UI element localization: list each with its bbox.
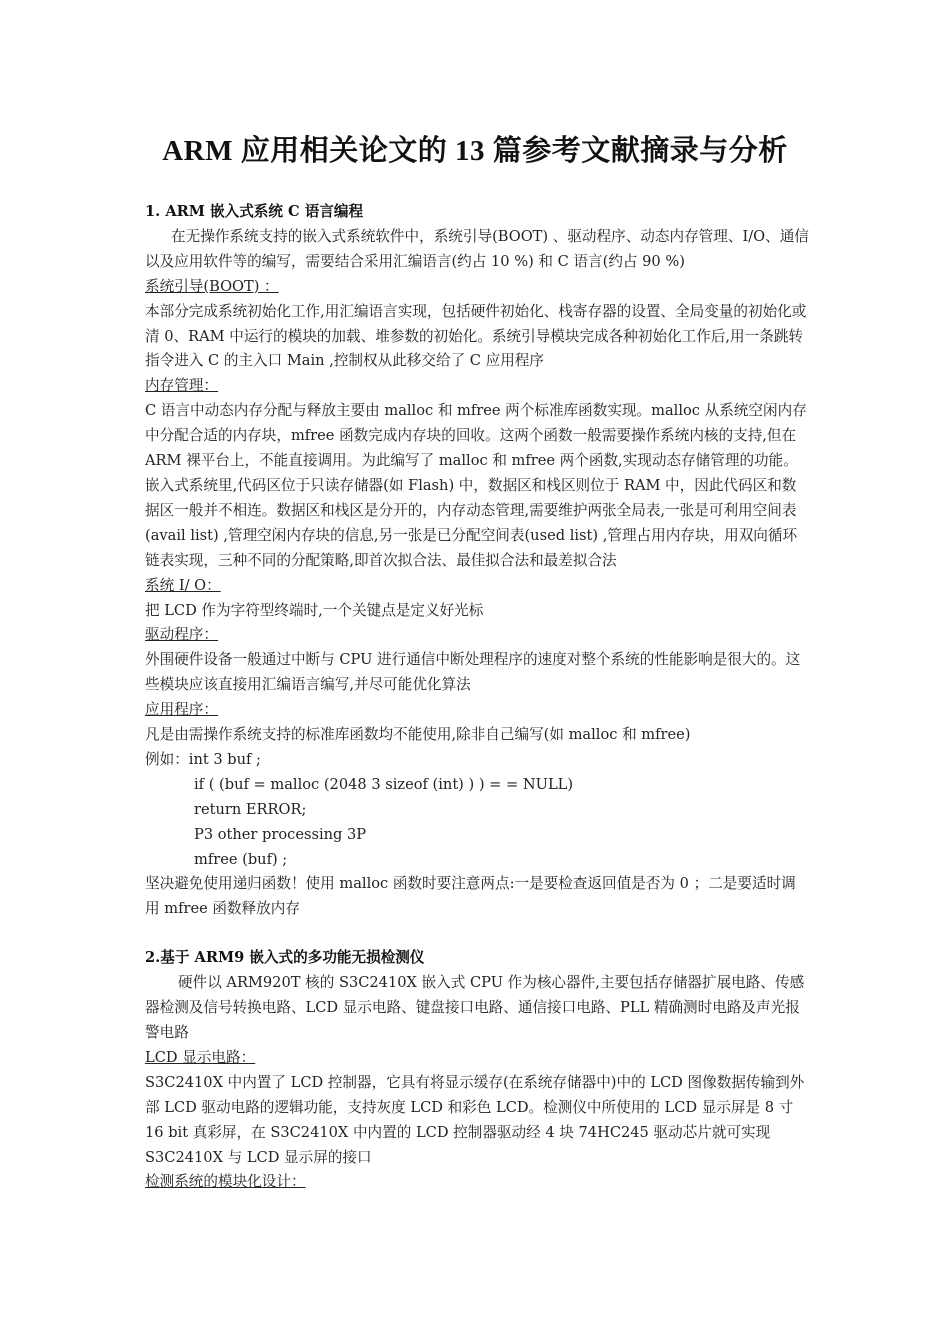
code-line: if ( (buf = malloc (2048 3 sizeof (int) ) ) = = NULL): [194, 775, 574, 793]
lcd-paragraph: S3C2410X 中内置了 LCD 控制器，它具有将显示缓存(在系统存储器中)中的 LCD 图像数据传输到外部 LCD 驱动电路的逻辑功能，支持灰度 LCD 和彩色 LCD。检测仪中所使用的 LCD 显示屏是 8 寸 16 bit 真彩屏，在 S3C2410X 中内置的 LCD 控制器驱动经 4 块 74HC245 驱动芯片就可实现 S3C2410X 与 LCD 显示屏的接口: [145, 1073, 805, 1166]
lcd-label: LCD 显示电路：: [145, 1048, 256, 1066]
io-label-line: [145, 574, 810, 599]
boot-label: 系统引导(BOOT) ：: [145, 277, 279, 295]
document-body: [145, 200, 810, 1195]
lcd-label-line: [145, 1046, 810, 1071]
section-1-heading: 1. ARM 嵌入式系统 C 语言编程: [145, 203, 364, 220]
section-2-intro: 硬件以 ARM920T 核的 S3C2410X 嵌入式 CPU 作为核心器件,主要包括存储器扩展电路、传感器检测及信号转换电路、LCD 显示电路、键盘接口电路、通信接口电路、PLL 精确测时电路及声光报警电路: [145, 974, 805, 1041]
boot-label-line: [145, 275, 810, 300]
driver-label-line: [145, 623, 810, 648]
module-label-line: [145, 1170, 810, 1195]
memory-paragraph: C 语言中动态内存分配与释放主要由 malloc 和 mfree 两个标准库函数实现。malloc 从系统空闲内存中分配合适的内存块，mfree 函数完成内存块的回收。这两个函数一般需要操作系统内核的支持,但在 ARM 裸平台上，不能直接调用。为此编写了 malloc 和 mfree 两个函数,实现动态存储管理的功能。嵌入式系统里,代码区位于只读存储器(如 Flash) 中，数据区和栈区则位于 RAM 中，因此代码区和数据区一般并不相连。数据区和栈区是分开的，内存动态管理,需要维护两张全局表,一张是可利用空间表(avail list) ,管理空闲内存块的信息,另一张是已分配空间表(used list) ,管理占用内存块，用双向循环链表实现，三种不同的分配策略,即首次拟合法、最佳拟合法和最差拟合法: [145, 402, 807, 569]
closing-paragraph: 坚决避免使用递归函数！使用 malloc 函数时要注意两点:一是要检查返回值是否为 0 ；二是要适时调用 mfree 函数释放内存: [145, 875, 796, 918]
app-paragraph: 凡是由需操作系统支持的标准库函数均不能使用,除非自己编写(如 malloc 和 mfree): [145, 726, 691, 744]
app-label-line: [145, 698, 810, 723]
section-2-heading: 2.基于 ARM9 嵌入式的多功能无损检测仪: [145, 949, 425, 967]
section-1-intro: 在无操作系统支持的嵌入式系统软件中，系统引导(BOOT) 、驱动程序、动态内存管理、I/O、通信以及应用软件等的编写，需要结合采用汇编语言(约占 10 %) 和 C 语言(约占 90 %): [145, 227, 809, 270]
driver-paragraph: 外围硬件设备一般通过中断与 CPU 进行通信中断处理程序的速度对整个系统的性能影响是很大的。这些模块应该直接用汇编语言编写,并尽可能优化算法: [145, 651, 801, 694]
driver-label: 驱动程序：: [145, 626, 218, 644]
io-paragraph: 把 LCD 作为字符型终端时,一个关键点是定义好光标: [145, 601, 484, 619]
code-line: mfree (buf) ;: [194, 850, 288, 868]
section-spacer: [145, 922, 810, 946]
app-label: 应用程序：: [145, 701, 218, 719]
io-label: 系统 I/ O：: [145, 576, 221, 594]
document-title: ARM 应用相关论文的 13 篇参考文献摘录与分析: [162, 135, 788, 167]
code-line: return ERROR;: [194, 800, 307, 818]
memory-label: 内存管理：: [145, 377, 218, 395]
memory-label-line: [145, 374, 810, 399]
example-line: 例如：int 3 buf ;: [145, 750, 261, 768]
code-line: P3 other processing 3P: [194, 825, 367, 843]
module-label: 检测系统的模块化设计：: [145, 1173, 306, 1191]
boot-paragraph: 本部分完成系统初始化工作,用汇编语言实现，包括硬件初始化、栈寄存器的设置、全局变量的初始化或清 0、RAM 中运行的模块的加载、堆参数的初始化。系统引导模块完成各种初始化工作后,用一条跳转指令进入 C 的主入口 Main ,控制权从此移交给了 C 应用程序: [145, 302, 807, 370]
